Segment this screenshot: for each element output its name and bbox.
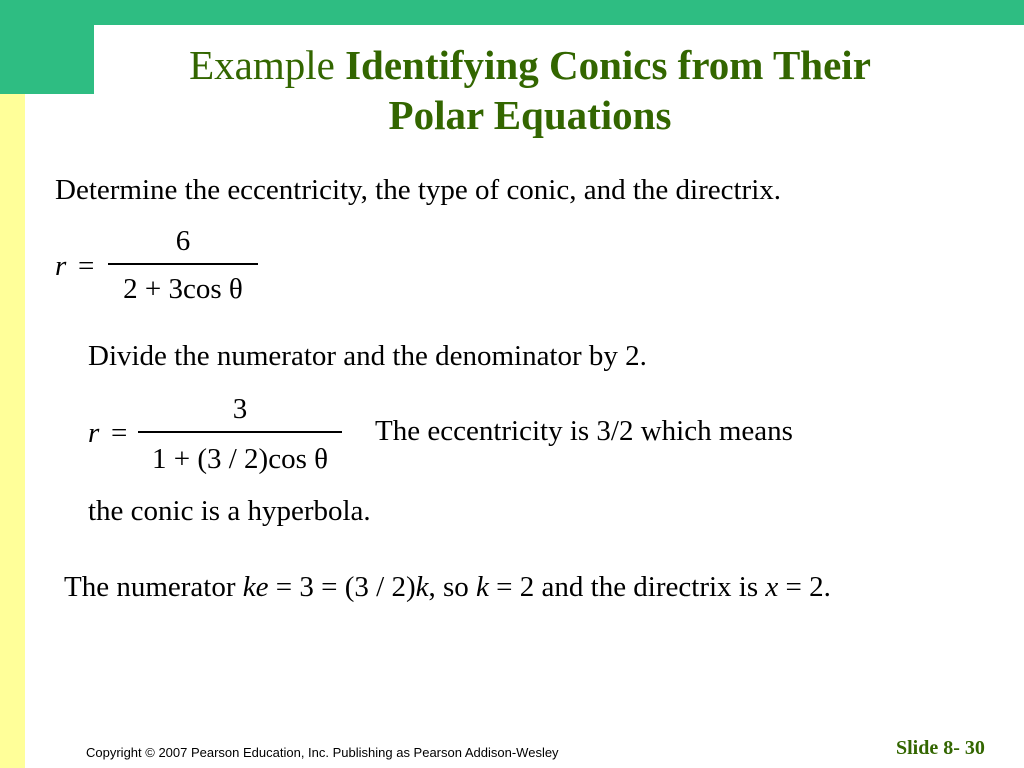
intro-text: Determine the eccentricity, the type of conic, and the directrix. [55,174,782,206]
eq2-equals: = [111,417,128,449]
top-accent-bar [0,0,1024,25]
footer-slide-number: Slide 8- 30 [896,737,985,759]
eq1-fraction [108,225,258,305]
conclusion-part5: = 2. [778,571,831,603]
conclusion-text [64,570,831,604]
step1-text: Divide the numerator and the denominator by 2. [88,340,647,372]
conclusion-ke: ke [242,571,269,603]
eq2-denominator: 1 + (3 / 2)cos θ [151,443,329,475]
conclusion-part1: The numerator [64,571,243,603]
conclusion-k2: k [476,571,489,603]
eq2-numerator: 3 [232,393,248,425]
eq1-numerator: 6 [175,225,191,257]
eq1-fraction-bar [108,263,258,265]
slide-title [100,40,960,140]
conclusion-part2: = 3 = (3 / 2) [268,571,416,603]
conclusion-part3: , so [428,571,477,603]
left-accent-strip [0,94,25,768]
eq2-lhs: r [88,417,100,449]
eq2-fraction [138,393,342,475]
eq1-lhs: r [55,250,67,282]
conclusion-x: x [765,571,779,603]
title-bold-line1: Identifying Conics from Their [345,42,871,88]
conclusion-part4: = 2 and the directrix is [488,571,766,603]
eccentricity-text-line1: The eccentricity is 3/2 which means [375,415,793,447]
title-bold-line2: Polar Equations [388,92,672,138]
eq1-denominator: 2 + 3cos θ [123,273,243,305]
eq2-fraction-bar [138,431,342,433]
corner-accent-block [0,0,94,94]
title-prefix: Example [189,42,346,88]
conclusion-k1: k [415,571,429,603]
eq1-equals: = [78,250,95,282]
eccentricity-text-line2: the conic is a hyperbola. [88,495,371,527]
footer-copyright: Copyright © 2007 Pearson Education, Inc. Publishing as Pearson Addison-Wesley [86,745,559,760]
